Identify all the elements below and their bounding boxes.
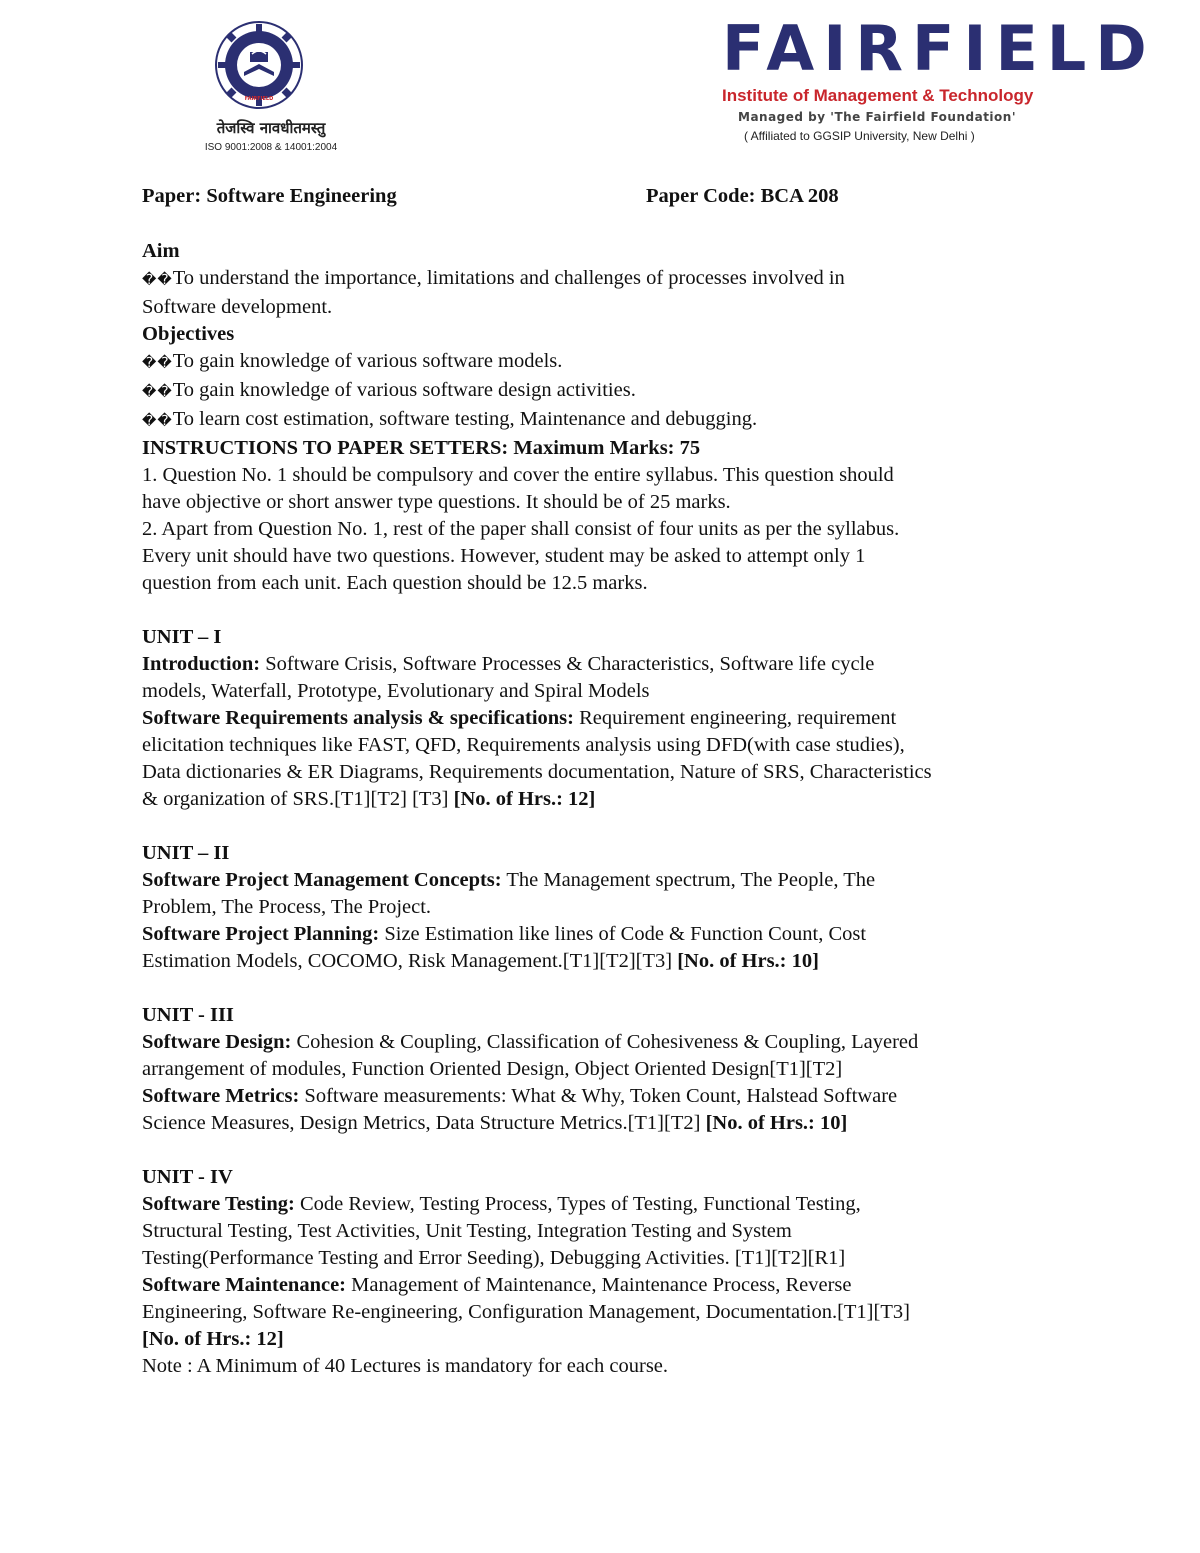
unit-2-line: Software Project Planning: Size Estimation like lines of Code & Function Count, Cost xyxy=(142,923,867,945)
iso-certification: ISO 9001:2008 & 14001:2004 xyxy=(204,142,338,153)
unit-1-line: models, Waterfall, Prototype, Evolutionary and Spiral Models xyxy=(142,680,650,702)
instruction-line: have objective or short answer type questions. It should be of 25 marks. xyxy=(142,491,731,513)
instruction-line: Every unit should have two questions. However, student may be asked to attempt only 1 xyxy=(142,545,866,567)
brand-subtitle: Institute of Management & Technology xyxy=(722,86,1034,105)
letterhead xyxy=(0,0,1200,160)
syllabus-content xyxy=(142,183,1062,1380)
aim-heading: Aim xyxy=(142,240,180,262)
objective-item: ��To gain knowledge of various software design activities. xyxy=(142,379,636,401)
unit-4-line: Engineering, Software Re-engineering, Configuration Management, Documentation.[T1][T3] xyxy=(142,1301,910,1323)
unit-3-title: UNIT - III xyxy=(142,1004,234,1026)
managed-by: Managed by 'The Fairfield Foundation' xyxy=(738,110,1016,124)
aim-line: ��To understand the importance, limitations and challenges of processes involved in xyxy=(142,267,845,289)
objectives-heading: Objectives xyxy=(142,323,235,345)
objective-item: ��To learn cost estimation, software testing, Maintenance and debugging. xyxy=(142,408,758,430)
instruction-line: question from each unit. Each question should be 12.5 marks. xyxy=(142,572,648,594)
instruction-line: 1. Question No. 1 should be compulsory and cover the entire syllabus. This question should xyxy=(142,464,894,486)
unit-1-line: Introduction: Software Crisis, Software Processes & Characteristics, Software life cycle xyxy=(142,653,875,675)
unit-1-line: Software Requirements analysis & specifications: Requirement engineering, requirement xyxy=(142,707,897,729)
unit-1-line: elicitation techniques like FAST, QFD, Requirements analysis using DFD(with case studies), xyxy=(142,734,905,756)
unit-2-line: Problem, The Process, The Project. xyxy=(142,896,432,918)
paper-info-row xyxy=(142,183,1062,211)
instructions-heading: INSTRUCTIONS TO PAPER SETTERS: Maximum Marks: 75 xyxy=(142,437,701,459)
unit-2-line: Software Project Management Concepts: The Management spectrum, The People, The xyxy=(142,869,876,891)
objective-item: ��To gain knowledge of various software models. xyxy=(142,350,563,372)
paper-title: Paper: Software Engineering xyxy=(142,185,397,207)
unit-2-line: Estimation Models, COCOMO, Risk Management.[T1][T2][T3] [No. of Hrs.: 10] xyxy=(142,950,819,972)
unit-1-line: & organization of SRS.[T1][T2] [T3] [No. of Hrs.: 12] xyxy=(142,788,596,810)
unit-3-line: Software Design: Cohesion & Coupling, Classification of Cohesiveness & Coupling, Layered xyxy=(142,1031,919,1053)
aim-line: Software development. xyxy=(142,296,333,318)
unit-1-line: Data dictionaries & ER Diagrams, Requirements documentation, Nature of SRS, Characteristics xyxy=(142,761,932,783)
brand-block xyxy=(722,12,1156,143)
unit-4-line: Software Testing: Code Review, Testing Process, Types of Testing, Functional Testing, xyxy=(142,1193,861,1215)
unit-4-title: UNIT - IV xyxy=(142,1166,233,1188)
svg-text:FAIRFIELD: FAIRFIELD xyxy=(244,96,274,102)
affiliation: ( Affiliated to GGSIP University, New Delhi ) xyxy=(744,129,975,143)
unit-4-line: Structural Testing, Test Activities, Unit Testing, Integration Testing and System xyxy=(142,1220,792,1242)
unit-3-hours: [No. of Hrs.: 10] xyxy=(705,1112,848,1134)
unit-3-line: Software Metrics: Software measurements: What & Why, Token Count, Halstead Software xyxy=(142,1085,898,1107)
course-note: Note : A Minimum of 40 Lectures is mandatory for each course. xyxy=(142,1355,669,1377)
bullet-glyph: �� xyxy=(142,355,173,371)
unit-4-line: Testing(Performance Testing and Error Seeding), Debugging Activities. [T1][T2][R1] xyxy=(142,1247,846,1269)
unit-2-title: UNIT – II xyxy=(142,842,230,864)
bullet-glyph: �� xyxy=(142,384,173,400)
paper-code: Paper Code: BCA 208 xyxy=(646,185,839,207)
institute-logo xyxy=(196,14,346,154)
bullet-glyph: �� xyxy=(142,272,173,288)
unit-4-line: Software Maintenance: Management of Maintenance, Maintenance Process, Reverse xyxy=(142,1274,852,1296)
institute-motto: तेजस्वि नावधीतमस्तु xyxy=(216,119,326,137)
bullet-glyph: �� xyxy=(142,413,173,429)
institute-seal-icon xyxy=(214,20,304,110)
unit-3-line: arrangement of modules, Function Oriented Design, Object Oriented Design[T1][T2] xyxy=(142,1058,843,1080)
unit-3-line: Science Measures, Design Metrics, Data Structure Metrics.[T1][T2] [No. of Hrs.: 10] xyxy=(142,1112,848,1134)
unit-4-hours: [No. of Hrs.: 12] xyxy=(142,1328,284,1350)
instruction-line: 2. Apart from Question No. 1, rest of the paper shall consist of four units as per the syllabus. xyxy=(142,518,900,540)
unit-1-title: UNIT – I xyxy=(142,626,222,648)
unit-2-hours: [No. of Hrs.: 10] xyxy=(677,950,819,972)
unit-1-hours: [No. of Hrs.: 12] xyxy=(453,788,596,810)
brand-name: FAIRFIELD xyxy=(722,12,1156,85)
